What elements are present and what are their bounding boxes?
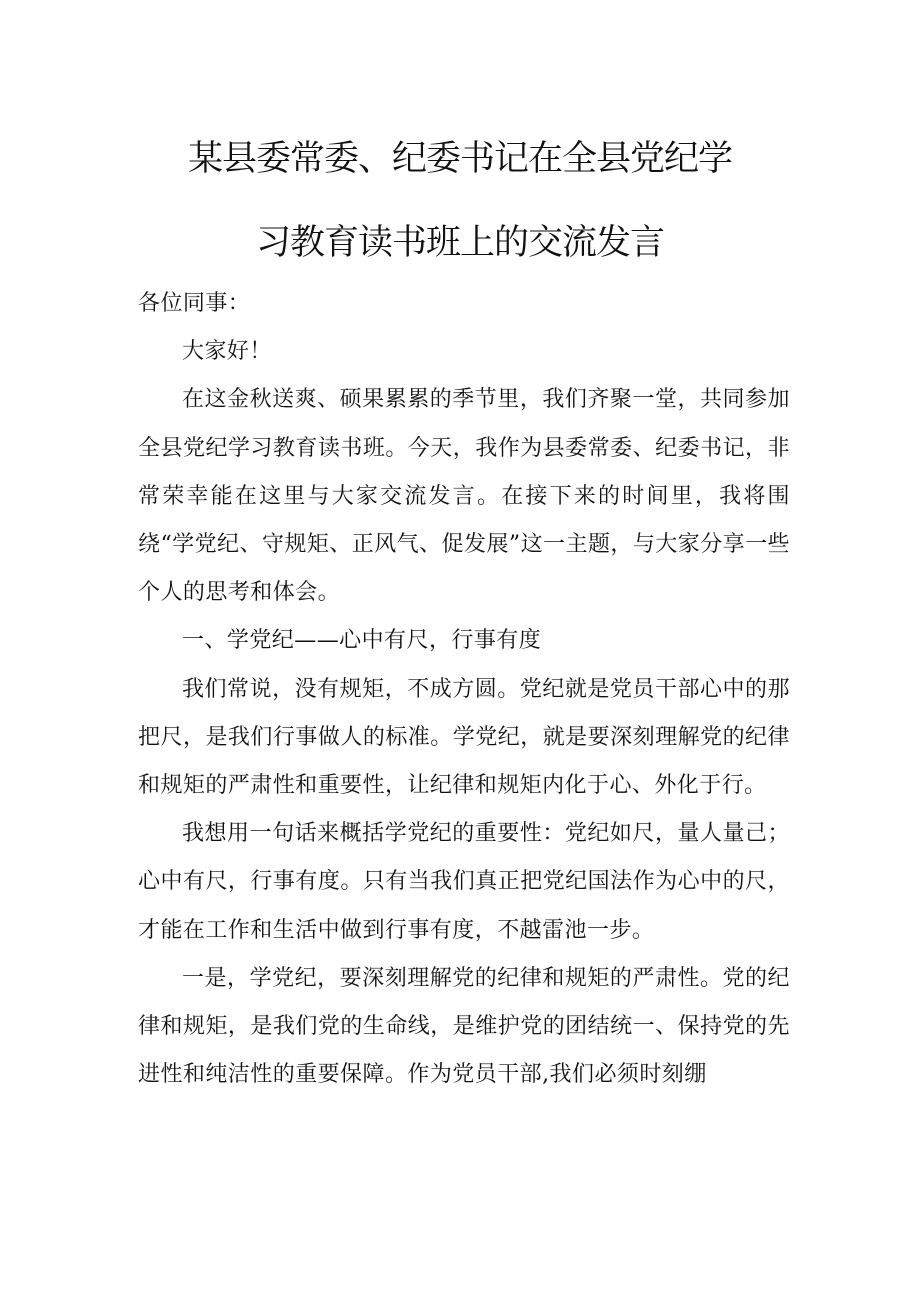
document-title-line-2: 习教育读书班上的交流发言 (255, 223, 664, 263)
section-heading-1: 一、学党纪——心中有尺，行事有度 (182, 628, 542, 654)
salutation: 各位同事： (138, 291, 251, 316)
body-paragraph: 一是，学党纪，要深刻理解党的纪律和规矩的严肃性。党的纪律和规矩，是我们党的生命线，是维护党的团结统一、保持党的先进性和纯洁性的重要保障。作为党员干部,我们必须时刻绷 (138, 965, 790, 1088)
document-title-line-1: 某县委常委、纪委书记在全县党纪学 (187, 139, 732, 179)
document-body (138, 280, 790, 1099)
greeting-paragraph: 大家好！ (182, 339, 272, 365)
body-paragraph: 我想用一句话来概括学党纪的重要性：党纪如尺，量人量己；心中有尺，行事有度。只有当我们真正把党纪国法作为心中的尺，才能在工作和生活中做到行事有度，不越雷池一步。 (138, 821, 790, 943)
intro-paragraph: 在这金秋送爽、硕果累累的季节里，我们齐聚一堂，共同参加全县党纪学习教育读书班。今天，我作为县委常委、纪委书记，非常荣幸能在这里与大家交流发言。在接下来的时间里，我将围绕“学党纪、守规矩、正风气、促发展”这一主题，与大家分享一些个人的思考和体会。 (138, 387, 790, 606)
body-paragraph: 我们常说，没有规矩，不成方圆。党纪就是党员干部心中的那把尺，是我们行事做人的标准。学党纪，就是要深刻理解党的纪律和规矩的严肃性和重要性，让纪律和规矩内化于心、外化于行。 (138, 676, 790, 799)
